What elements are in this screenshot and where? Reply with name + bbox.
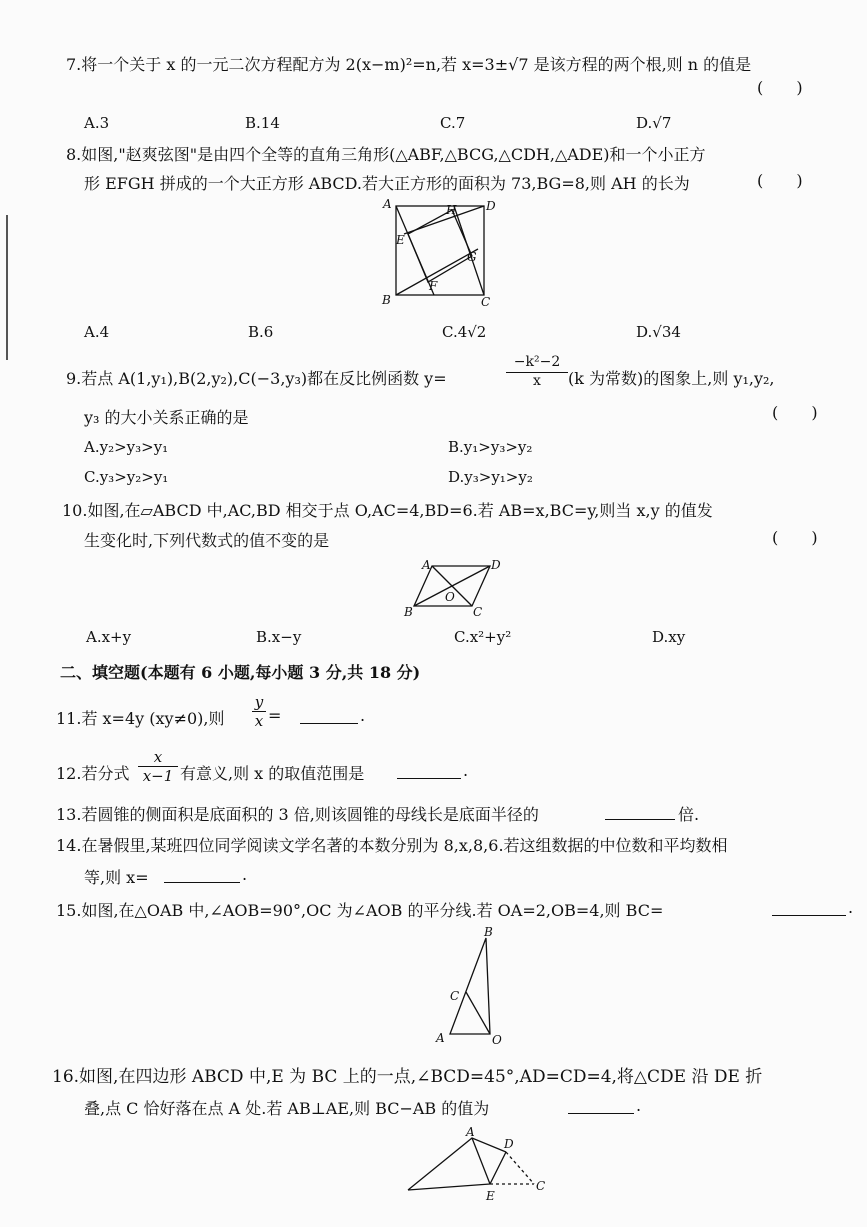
q9-fraction-numerator: −k²−2 [513,354,561,370]
q16-label-a: A [466,1125,475,1139]
page-edge-mark [6,215,8,360]
q8-option-a: A.4 [84,323,110,341]
q8-label-a: A [383,197,392,211]
q12-fraction-numerator: x [153,748,163,766]
q9-fraction [506,354,568,389]
q10-option-a: A.x+y [86,628,132,646]
q16-line-de [490,1152,506,1184]
q9-fraction-denominator: x [506,372,568,389]
q10-option-c: C.x²+y² [454,628,512,646]
q10-stem-line2: 生变化时,下列代数式的值不变的是 [84,531,330,550]
q11-answer-blank[interactable] [300,709,358,724]
q12-fraction [138,748,178,785]
q7-stem: 7.将一个关于 x 的一元二次方程配方为 2(x−m)²=n,若 x=3±√7 是该方程的两个根,则 n 的值是 [66,55,752,74]
q14-answer-blank[interactable] [164,868,240,883]
q10-label-o: O [445,590,455,604]
q15-text: 15.如图,在△OAB 中,∠AOB=90°,OC 为∠AOB 的平分线.若 OA=2,OB=4,则 BC= [56,901,664,920]
q9-option-a: A.y₂>y₃>y₁ [84,438,169,456]
q10-answer-paren: ( ) [772,528,832,547]
q8-stem-line1: 8.如图,"赵爽弦图"是由四个全等的直角三角形(△ABF,△BCG,△CDH,△ADE)和一个小正方 [66,145,706,164]
q9-option-c: C.y₃>y₂>y₁ [84,468,169,486]
q7-option-d: D.√7 [636,114,672,132]
q10-stem-line1: 10.如图,在▱ABCD 中,AC,BD 相交于点 O,AC=4,BD=6.若 AB=x,BC=y,则当 x,y 的值发 [62,501,713,520]
q11-equals: = [268,706,282,725]
q15-triangle-oab [450,938,490,1034]
q16-line1: 16.如图,在四边形 ABCD 中,E 为 BC 上的一点,∠BCD=45°,AD=CD=4,将△CDE 沿 DE 折 [52,1067,763,1087]
q14-line2: 等,则 x= [84,868,149,887]
q15-bisector-oc [466,992,490,1034]
q11-fraction-numerator: y [254,693,264,711]
q10-label-a: A [422,558,431,572]
q11-prefix: 11.若 x=4y (xy≠0),则 [56,709,225,728]
q15-label-o: O [492,1033,502,1047]
q9-stem-line1-tail: (k 为常数)的图象上,则 y₁,y₂, [568,369,775,388]
q15-label-b: B [484,925,493,939]
q10-option-d: D.xy [652,628,686,646]
q7-option-c: C.7 [440,114,466,132]
q13-text: 13.若圆锥的侧面积是底面积的 3 倍,则该圆锥的母线长是底面半径的 [56,805,539,824]
q10-label-b: B [404,605,413,619]
q9-stem-line1-head: 9.若点 A(1,y₁),B(2,y₂),C(−3,y₃)都在反比例函数 y= [66,369,447,388]
q16-label-d: D [504,1137,514,1151]
q11-fraction [252,693,266,730]
q15-label-a: A [436,1031,445,1045]
q7-option-b: B.14 [245,114,280,132]
q12-end: . [463,761,469,780]
q15-label-c: C [450,989,460,1003]
q16-line-be [408,1184,490,1190]
section2-title: 二、填空题(本题有 6 小题,每小题 3 分,共 18 分) [60,663,421,682]
q15-answer-blank[interactable] [772,901,846,916]
q14-end: . [242,865,248,884]
q8-option-d: D.√34 [636,323,681,341]
q8-zhaoshuang-figure [376,194,502,310]
q16-line2: 叠,点 C 恰好落在点 A 处.若 AB⊥AE,则 BC−AB 的值为 [84,1099,490,1118]
q11-end: . [360,706,366,725]
q12-answer-blank[interactable] [397,764,461,779]
q16-end: . [636,1096,642,1115]
q16-quadrilateral-figure [396,1124,556,1224]
q11-fraction-denominator: x [252,711,266,730]
q10-label-c: C [473,605,483,619]
q8-option-b: B.6 [248,323,274,341]
q9-answer-paren: ( ) [772,403,832,422]
q12-prefix: 12.若分式 [56,764,130,783]
q10-parallelogram-figure [400,556,504,620]
q10-option-b: B.x−y [256,628,302,646]
q9-option-b: B.y₁>y₃>y₂ [448,438,533,456]
q12-fraction-denominator: x−1 [138,766,178,785]
q16-dashed-dc [506,1152,534,1184]
q10-label-d: D [491,558,501,572]
q13-end: 倍. [678,805,700,824]
q8-stem-line2: 形 EFGH 拼成的一个大正方形 ABCD.若大正方形的面积为 73,BG=8,则 AH 的长为 [84,174,690,193]
q8-label-f: F [429,279,438,293]
q8-label-g: G [467,250,477,264]
q13-answer-blank[interactable] [605,805,675,820]
q15-end: . [848,898,854,917]
q7-answer-paren: ( ) [757,78,817,97]
q16-answer-blank[interactable] [568,1099,634,1114]
q16-label-e: E [486,1189,495,1203]
q8-answer-paren: ( ) [757,171,817,190]
q15-triangle-figure [430,922,510,1048]
q8-label-e: E [396,233,405,247]
q12-suffix: 有意义,则 x 的取值范围是 [180,764,365,783]
q16-label-c: C [536,1179,546,1193]
q8-label-d: D [486,199,496,213]
q8-label-c: C [481,295,491,309]
q8-label-b: B [382,293,391,307]
q9-stem-line2: y₃ 的大小关系正确的是 [84,408,249,427]
q8-option-c: C.4√2 [442,323,487,341]
q14-line1: 14.在暑假里,某班四位同学阅读文学名著的本数分别为 8,x,8,6.若这组数据的中位数和平均数相 [56,836,728,855]
q7-option-a: A.3 [84,114,110,132]
q8-label-h: H [446,203,457,217]
q9-option-d: D.y₃>y₁>y₂ [448,468,533,486]
